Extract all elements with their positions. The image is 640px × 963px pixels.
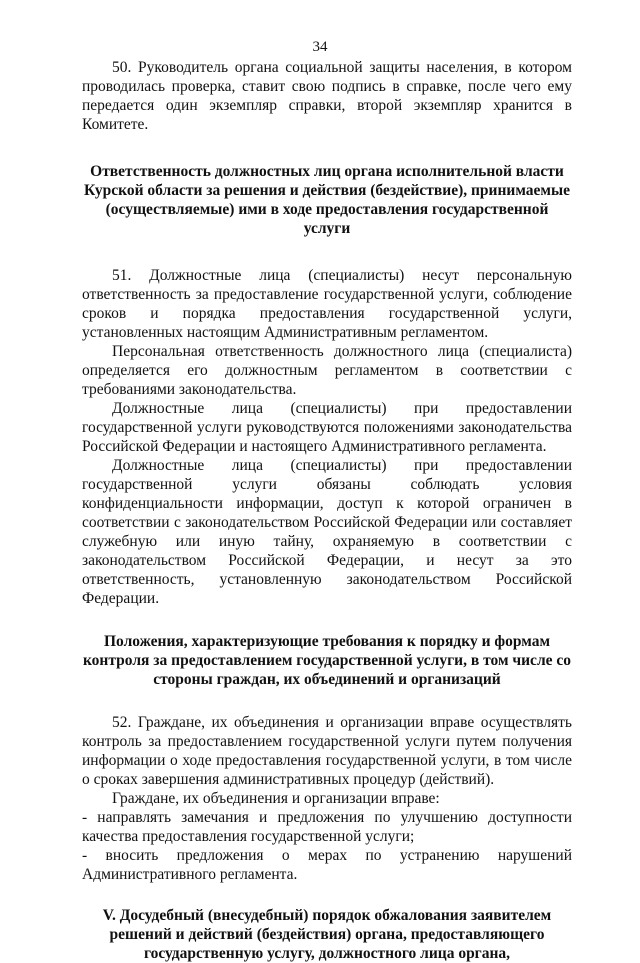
paragraph-51-personal-responsibility: Персональная ответственность должностного лица (специалиста) определяется его должностным регламентом в соответствии с требованиями законодательства. [82, 343, 572, 398]
paragraph-52-item-remarks: - направлять замечания и предложения по улучшению доступности качества предоставления государственной услуги; [82, 809, 572, 845]
paragraph-51-legislation: Должностные лица (специалисты) при предоставлении государственной услуги руководствуются положениями законодательства Российской Федерации и настоящего Административного регламента. [82, 400, 572, 455]
paragraph-50: 50. Руководитель органа социальной защиты населения, в котором проводилась проверка, ставит свою подпись в справке, после чего ему передается один экземпляр справки, второй экземпляр хранится в Комитете. [82, 59, 572, 133]
paragraph-51: 51. Должностные лица (специалисты) несут персональную ответственность за предоставление государственной услуги, соблюдение сроков и порядка предоставления государственной услуги, установленных настоящим Административным регламентом. [82, 267, 572, 341]
document-body [82, 58, 572, 963]
spacer [82, 884, 572, 906]
heading-section-5: V. Досудебный (внесудебный) порядок обжалования заявителем решений и действий (бездействия) органа, предоставляющего государственную услугу, должностного лица органа, [102, 907, 552, 962]
paragraph-52-item-proposals: - вносить предложения о мерах по устранению нарушений Административного регламента. [82, 847, 572, 883]
page-number: 34 [312, 39, 328, 55]
heading-control: Положения, характеризующие требования к порядку и формам контроля за предоставлением государственной услуги, в том числе со стороны граждан, их объединений и организаций [82, 633, 572, 688]
spacer [82, 689, 572, 713]
spacer [82, 134, 572, 162]
heading-responsibility: Ответственность должностных лиц органа исполнительной власти Курской области за решения и действия (бездействие), принимаемые (осуществляемые) ими в ходе предоставления государственной услуги [84, 163, 570, 237]
paragraph-51-confidentiality: Должностные лица (специалисты) при предоставлении государственной услуги обязаны соблюдать условия конфиденциальности информации, доступ к которой ограничен в соответствии с законодательством Российской Федерации или составляет служебную или иную тайну, охраняемую в соответствии с законодательством Российской Федерации, и несут за это ответственность, установленную законодательством Российской Федерации. [82, 457, 572, 607]
spacer [82, 238, 572, 266]
paragraph-52: 52. Граждане, их объединения и организации вправе осуществлять контроль за предоставлением государственной услуги путем получения информации о ходе предоставления государственной услуги, в том числе о сроках завершения административных процедур (действий). [82, 714, 572, 788]
spacer [82, 608, 572, 632]
paragraph-52-rights: Граждане, их объединения и организации вправе: [112, 790, 440, 807]
